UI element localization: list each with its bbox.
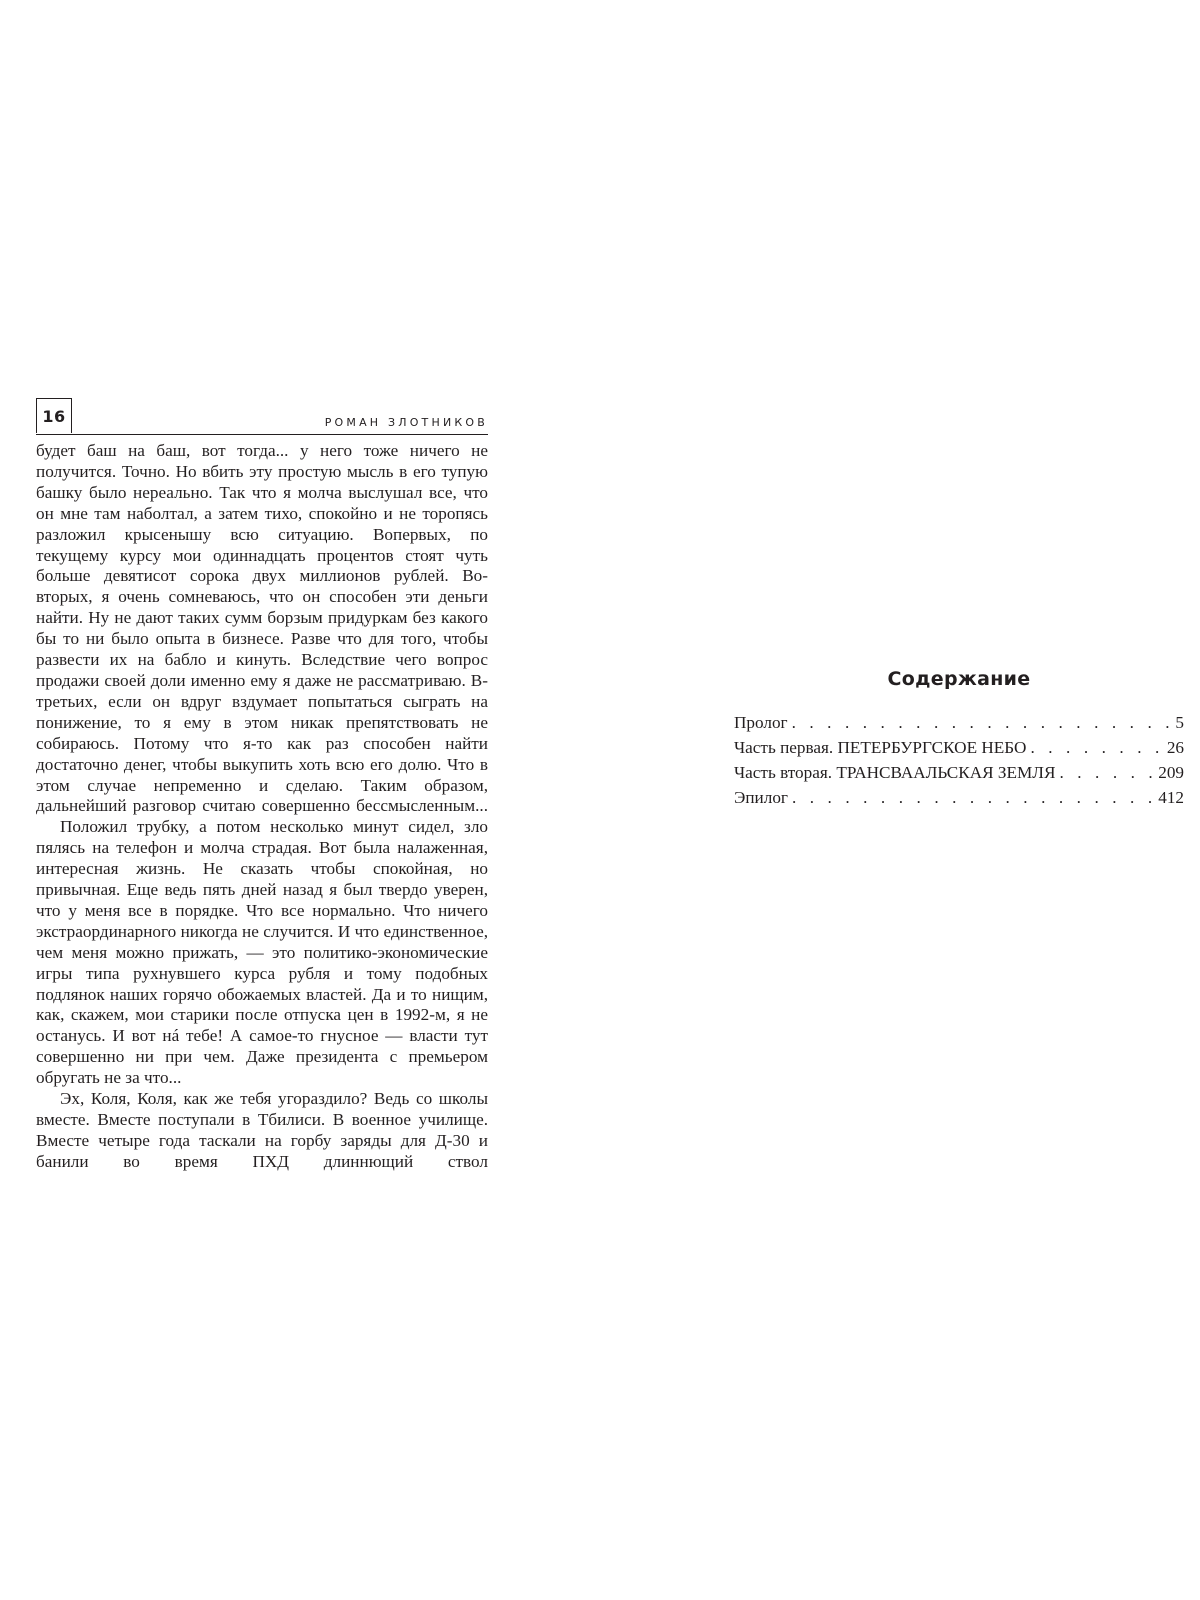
running-title: РОМАН ЗЛОТНИКОВ (324, 416, 488, 429)
paragraph-3: Эх, Коля, Коля, как же тебя угораздило? Ведь со школы вместе. Вместе поступали в Тбилиси. В военное училище. Вместе четыре года таскали на горбу заряды для Д-30 и банили во время ПХД длиннющий ствол (36, 1089, 488, 1171)
toc-dot-leader (792, 710, 1172, 735)
running-head (36, 398, 488, 435)
toc-entry-prologue (734, 710, 1184, 735)
toc-entry-title: Часть первая. ПЕТЕРБУРГСКОЕ НЕБО (734, 738, 1027, 757)
toc-entry-page: 5 (1175, 713, 1184, 732)
toc-entry-title: Пролог (734, 713, 788, 732)
toc-entry-title: Часть вторая. ТРАНСВААЛЬСКАЯ ЗЕМЛЯ (734, 763, 1056, 782)
left-page (36, 398, 488, 1173)
toc-entry-page: 412 (1158, 788, 1184, 807)
toc-heading: Содержание (887, 668, 1031, 690)
paragraph-1: будет баш на баш, вот тогда... у него тоже ничего не получится. Точно. Но вбить эту простую мысль в его тупую башку было нереально. Так что я молча выслушал все, что он мне там наболтал, а затем тихо, спокойно и не торопясь разложил крысенышу всю ситуацию. Вопервых, по текущему курсу мои одиннадцать процентов стоят чуть больше девятисот сорока двух миллионов рублей. Во-вторых, я очень сомневаюсь, что он способен эти деньги найти. Ну не дают таких сумм борзым придуркам без какого бы то ни было опыта в бизнесе. Разве что для того, чтобы развести их на бабло и кинуть. Вследствие чего вопрос продажи своей доли именно ему я даже не рассматриваю. В-третьих, если он вдруг вздумает попытаться сыграть на понижение, то я ему в этом никак препятствовать не собираюсь. Потому что я-то как раз способен найти достаточно денег, чтобы выкупить хоть всю его долю. Что в этом случае непременно и сделаю. Таким образом, дальнейший разговор считаю совершенно бессмысленным... (36, 441, 488, 816)
body-text (36, 441, 488, 1173)
toc-entry-page: 26 (1166, 738, 1184, 757)
right-page (734, 668, 1184, 810)
toc-entry-part-two (734, 760, 1184, 785)
paragraph-2: Положил трубку, а потом несколько минут сидел, зло пялясь на телефон и молча страдая. Вот была налаженная, интересная жизнь. Не сказать чтобы спокойная, но привычная. Еще ведь пять дней назад я был твердо уверен, что у меня все в порядке. Что все нормально. Что ничего экстраординарного никогда не случится. И что единственное, чем меня можно прижать, — это политико-экономические игры типа рухнувшего курса рубля и тому подобных подлянок наших горячо обожаемых властей. Да и то нищим, как, скажем, мои старики после отпуска цен в 1992-м, я не останусь. И вот нá тебе! А самое-то гнусное — власти тут совершенно ни при чем. Даже президента с премьером обругать не за что... (36, 817, 488, 1088)
toc-entry-epilogue (734, 785, 1184, 810)
table-of-contents (734, 710, 1184, 810)
toc-dot-leader (1030, 735, 1162, 760)
page-number: 16 (36, 398, 72, 433)
toc-dot-leader (1059, 760, 1154, 785)
toc-entry-part-one (734, 735, 1184, 760)
toc-dot-leader (792, 785, 1154, 810)
toc-entry-page: 209 (1158, 763, 1184, 782)
toc-entry-title: Эпилог (734, 788, 788, 807)
